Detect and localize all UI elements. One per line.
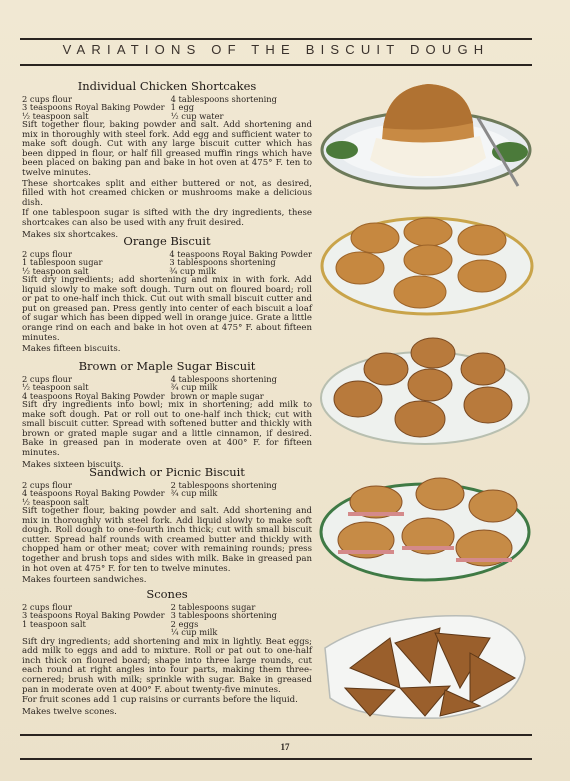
ingredient: ¾ cup milk: [169, 265, 217, 276]
section-title: Individual Chicken Shortcakes: [77, 79, 257, 93]
ingredient: 3 teaspoons Royal Baking Powder: [22, 102, 165, 113]
ingredient: brown or maple sugar: [170, 390, 264, 401]
page-number: 17: [280, 742, 290, 752]
sandwich-biscuit-illustration: [318, 472, 533, 590]
section-sandwich-biscuit: [22, 465, 312, 586]
ingredients-list: [22, 375, 312, 401]
variation-note: For fruit scones add 1 cup raisins or currants before the liquid.: [22, 695, 298, 706]
yield: Makes fourteen sandwiches.: [22, 575, 147, 586]
ingredient: ¾ cup milk: [170, 488, 218, 499]
directions: Sift dry ingredients; add shortening and mix in with fork. Add liquid slowly to make soft dough. Turn out on floured board; roll or pat to one-half inch thick. Cut out with small biscuit cutter and put on greased pan. Press gently into center of each biscuit a loaf of sugar which has been dipped well in orange juice. Grate a little orange rind on each and bake in hot oven at 475° F. about fifteen minutes.: [22, 275, 312, 343]
yield: Makes sixteen biscuits.: [22, 459, 124, 470]
maple-biscuit-illustration: [318, 333, 533, 448]
ingredient: 4 tablespoons shortening: [170, 93, 277, 104]
ingredient: 2 cups flour: [22, 479, 72, 490]
section-title: Brown or Maple Sugar Biscuit: [78, 359, 256, 373]
header-bottom-rule: [20, 64, 532, 66]
section-title: Scones: [146, 587, 188, 601]
directions: Sift dry ingredients into bowl; mix in shortening; add milk to make soft dough. Pat or roll out to one-half inch thick; cut with small biscuit cutter. Spread with softened butter and thickly with brown or grated maple sugar and a little cinnamon, if desired. Bake in greased pan in moderate oven at 400° F. for fifteen minutes.: [22, 400, 312, 459]
footer-bottom-rule: [20, 758, 532, 760]
ingredient: 2 tablespoons shortening: [170, 479, 277, 490]
ingredient: 4 teaspoons Royal Baking Powder: [169, 248, 312, 259]
ingredient: 3 tablespoons shortening: [170, 610, 277, 621]
ingredient: 3 tablespoons shortening: [169, 257, 276, 268]
ingredient: 1 egg: [170, 102, 195, 113]
variation-note: If one tablespoon sugar is sifted with the dry ingredients, these shortcakes can also be used with any fruit desired.: [22, 208, 312, 229]
ingredient: 1 tablespoon sugar: [22, 257, 103, 268]
section-title: Orange Biscuit: [123, 234, 211, 248]
footer-top-rule: [20, 734, 532, 736]
ingredients-list: [22, 481, 312, 507]
chicken-shortcake-illustration: [318, 78, 538, 193]
page-header-title: VARIATIONS OF THE BISCUIT DOUGH: [62, 42, 490, 57]
ingredient: 2 eggs: [170, 618, 199, 629]
ingredients-list: [22, 603, 312, 637]
ingredient: [22, 628, 165, 637]
section-title: Sandwich or Picnic Biscuit: [89, 465, 245, 479]
section-brown-maple-biscuit: [22, 359, 312, 470]
yield: Makes twelve scones.: [22, 706, 117, 717]
ingredient: 4 tablespoons shortening: [170, 373, 277, 384]
ingredient: 1 teaspoon salt: [22, 618, 86, 629]
ingredient: 2 cups flour: [22, 248, 72, 259]
ingredient: ½ teaspoon salt: [22, 265, 89, 276]
ingredient: ¾ cup milk: [170, 382, 218, 393]
ingredient: 2 cups flour: [22, 601, 72, 612]
ingredient: 3 teaspoons Royal Baking Powder: [22, 610, 165, 621]
ingredient: [171, 498, 312, 507]
ingredient: ½ teaspoon salt: [22, 382, 89, 393]
section-chicken-shortcakes: [22, 79, 312, 240]
yield: Makes fifteen biscuits.: [22, 344, 121, 355]
serving-note: These shortcakes split and either buttered or not, as desired, filled with hot creamed chicken or mushrooms make a delicious dish.: [22, 178, 312, 208]
ingredient: 2 cups flour: [22, 373, 72, 384]
directions: Sift dry ingredients; add shortening and mix in lightly. Beat eggs; add milk to eggs and add to mixture. Roll or pat out to one-half inch thick on floured board; shape into three large rounds, cut each round at right angles into four parts, making them three-cornered; brush with milk; sprinkle with sugar. Bake in greased pan in moderate oven at 400° F. about twenty-five minutes.: [22, 636, 312, 695]
yield: Makes six shortcakes.: [22, 229, 119, 240]
ingredient: ½ teaspoon salt: [22, 110, 89, 121]
ingredient: ½ teaspoon salt: [22, 496, 89, 507]
scones-illustration: [320, 608, 530, 726]
ingredient: 2 cups flour: [22, 93, 72, 104]
ingredient: 4 teaspoons Royal Baking Powder: [22, 488, 165, 499]
ingredient: ½ cup water: [170, 110, 224, 121]
section-scones: [22, 587, 312, 717]
orange-biscuit-illustration: [320, 208, 535, 318]
ingredients-list: [22, 250, 312, 276]
directions: Sift together flour, baking powder and salt. Add shortening and mix in thoroughly with steel fork. Add liquid slowly to make soft dough. Roll dough to one-fourth inch thick; cut with small biscuit cutter. Spread half rounds with creamed butter and thickly with chopped ham or other meat; cover with remaining rounds; press together and brush tops and sides with milk. Bake in greased pan in hot oven at 475° F. for ten to twelve minutes.: [22, 506, 312, 574]
directions: Sift together flour, baking powder and salt. Add shortening and mix in thoroughly with steel fork. Add egg and sufficient water to make soft dough. Cut with any large biscuit cutter which has been dipped in flour, or half fill greased muffin rings which have been placed on baking pan and bake in hot oven at 475° F. ten to twelve minutes.: [22, 120, 312, 179]
ingredient: 4 teaspoons Royal Baking Powder: [22, 390, 165, 401]
ingredients-list: [22, 95, 312, 121]
ingredient: 2 tablespoons sugar: [170, 601, 256, 612]
ingredient: ¼ cup milk: [170, 627, 218, 638]
header-top-rule: [20, 38, 532, 40]
